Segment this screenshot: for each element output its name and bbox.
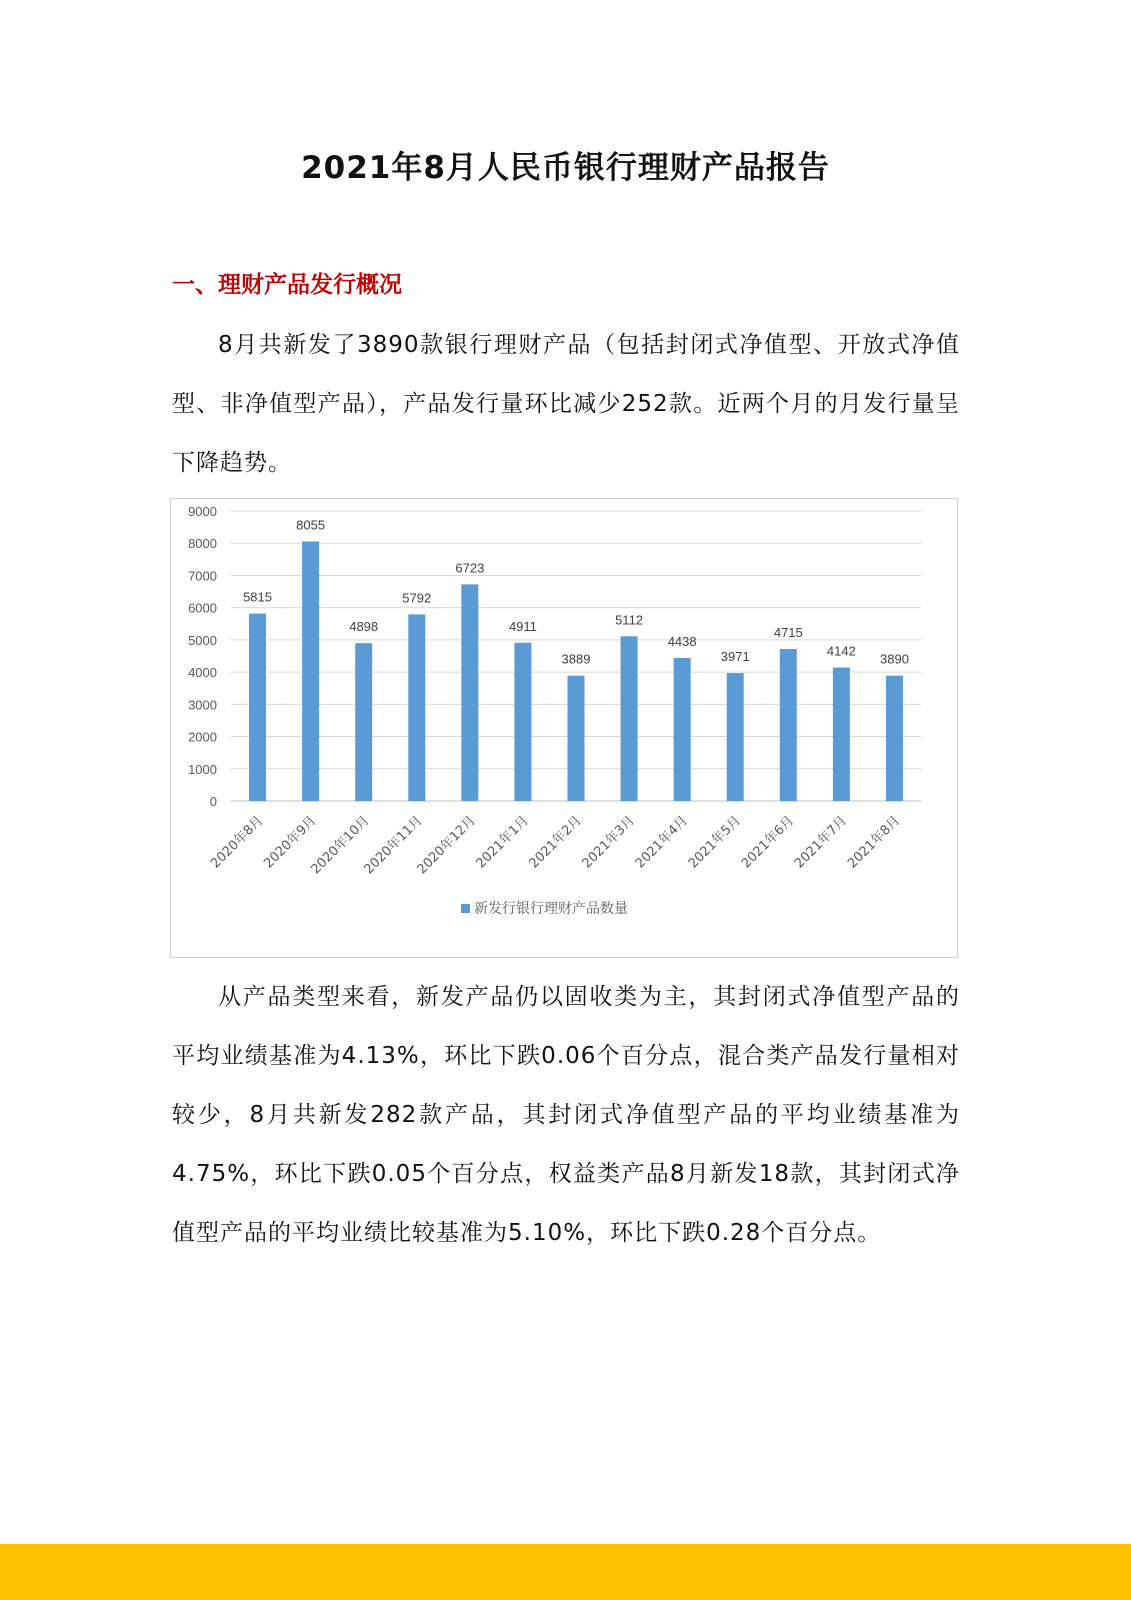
x-tick-label: 2021年7月 [791,813,851,872]
bar [674,658,691,801]
x-tick-label: 2020年9月 [261,813,320,872]
legend-label: 新发行银行理财产品数量 [474,901,628,917]
x-tick-label: 2020年12月 [414,813,479,878]
data-label: 4715 [773,625,803,641]
x-tick-label: 2021年4月 [632,813,691,872]
bar [302,541,319,801]
data-label: 4911 [508,618,537,634]
y-tick-label: 9000 [188,504,217,519]
data-label: 8055 [296,517,326,533]
bar [355,643,372,801]
y-tick-label: 3000 [188,697,217,713]
x-tick-label: 2021年5月 [685,813,745,872]
bar [461,584,478,801]
y-tick-label: 7000 [188,568,217,584]
data-label: 4898 [349,619,379,635]
footer-bar [0,1544,1131,1600]
paragraph-issuance-overview: 8月共新发了3890款银行理财产品（包括封闭式净值型、开放式净值型、非净值型产品），产品发行量环比减少252款。近两个月的月发行量呈下降趋势。 [172,332,960,476]
data-label: 4142 [826,643,856,659]
y-tick-label: 6000 [188,600,217,616]
data-label: 5815 [243,589,272,605]
bar [780,649,797,801]
y-tick-label: 0 [209,794,217,809]
legend-swatch [461,904,470,913]
data-label: 5792 [402,590,432,606]
x-tick-label: 2021年8月 [845,813,904,872]
x-tick-label: 2021年1月 [473,813,532,872]
x-tick-label: 2020年10月 [308,813,373,878]
x-tick-label: 2021年3月 [579,813,638,872]
y-tick-label: 2000 [188,729,217,745]
x-tick-label: 2020年11月 [361,813,426,878]
bar-chart [170,498,958,958]
data-label: 3889 [561,651,591,667]
data-label: 4438 [667,633,697,649]
y-tick-label: 5000 [188,632,217,648]
bar [621,636,638,801]
chart-svg [171,499,957,957]
bar [833,668,850,801]
bar [568,676,585,801]
y-tick-label: 8000 [188,536,217,552]
y-tick-label: 4000 [188,665,217,681]
page-title: 2021年8月人民币银行理财产品报告 [301,150,830,186]
data-label: 3971 [720,649,750,665]
x-tick-label: 2020年8月 [208,813,267,872]
data-label: 3890 [880,651,909,667]
bar [249,614,266,801]
paragraph-product-types: 从产品类型来看，新发产品仍以固收类为主，其封闭式净值型产品的平均业绩基准为4.13%，环比下跌0.06个百分点，混合类产品发行量相对较少，8月共新发282款产品，其封闭式净值型产品的平均业绩基准为4.75%，环比下跌0.05个百分点，权益类产品8月新发18款，其封闭式净值型产品的平均业绩比较基准为5.10%，环比下跌0.28个百分点。 [172,984,960,1246]
bar [514,643,531,801]
x-tick-label: 2021年6月 [738,813,798,872]
section-heading: 一、理财产品发行概况 [172,272,402,298]
bar [727,673,744,801]
x-tick-label: 2021年2月 [526,813,585,872]
data-label: 5112 [615,612,644,628]
bar [408,614,425,801]
bar [886,676,903,801]
y-tick-label: 1000 [188,761,217,777]
data-label: 6723 [455,560,485,576]
